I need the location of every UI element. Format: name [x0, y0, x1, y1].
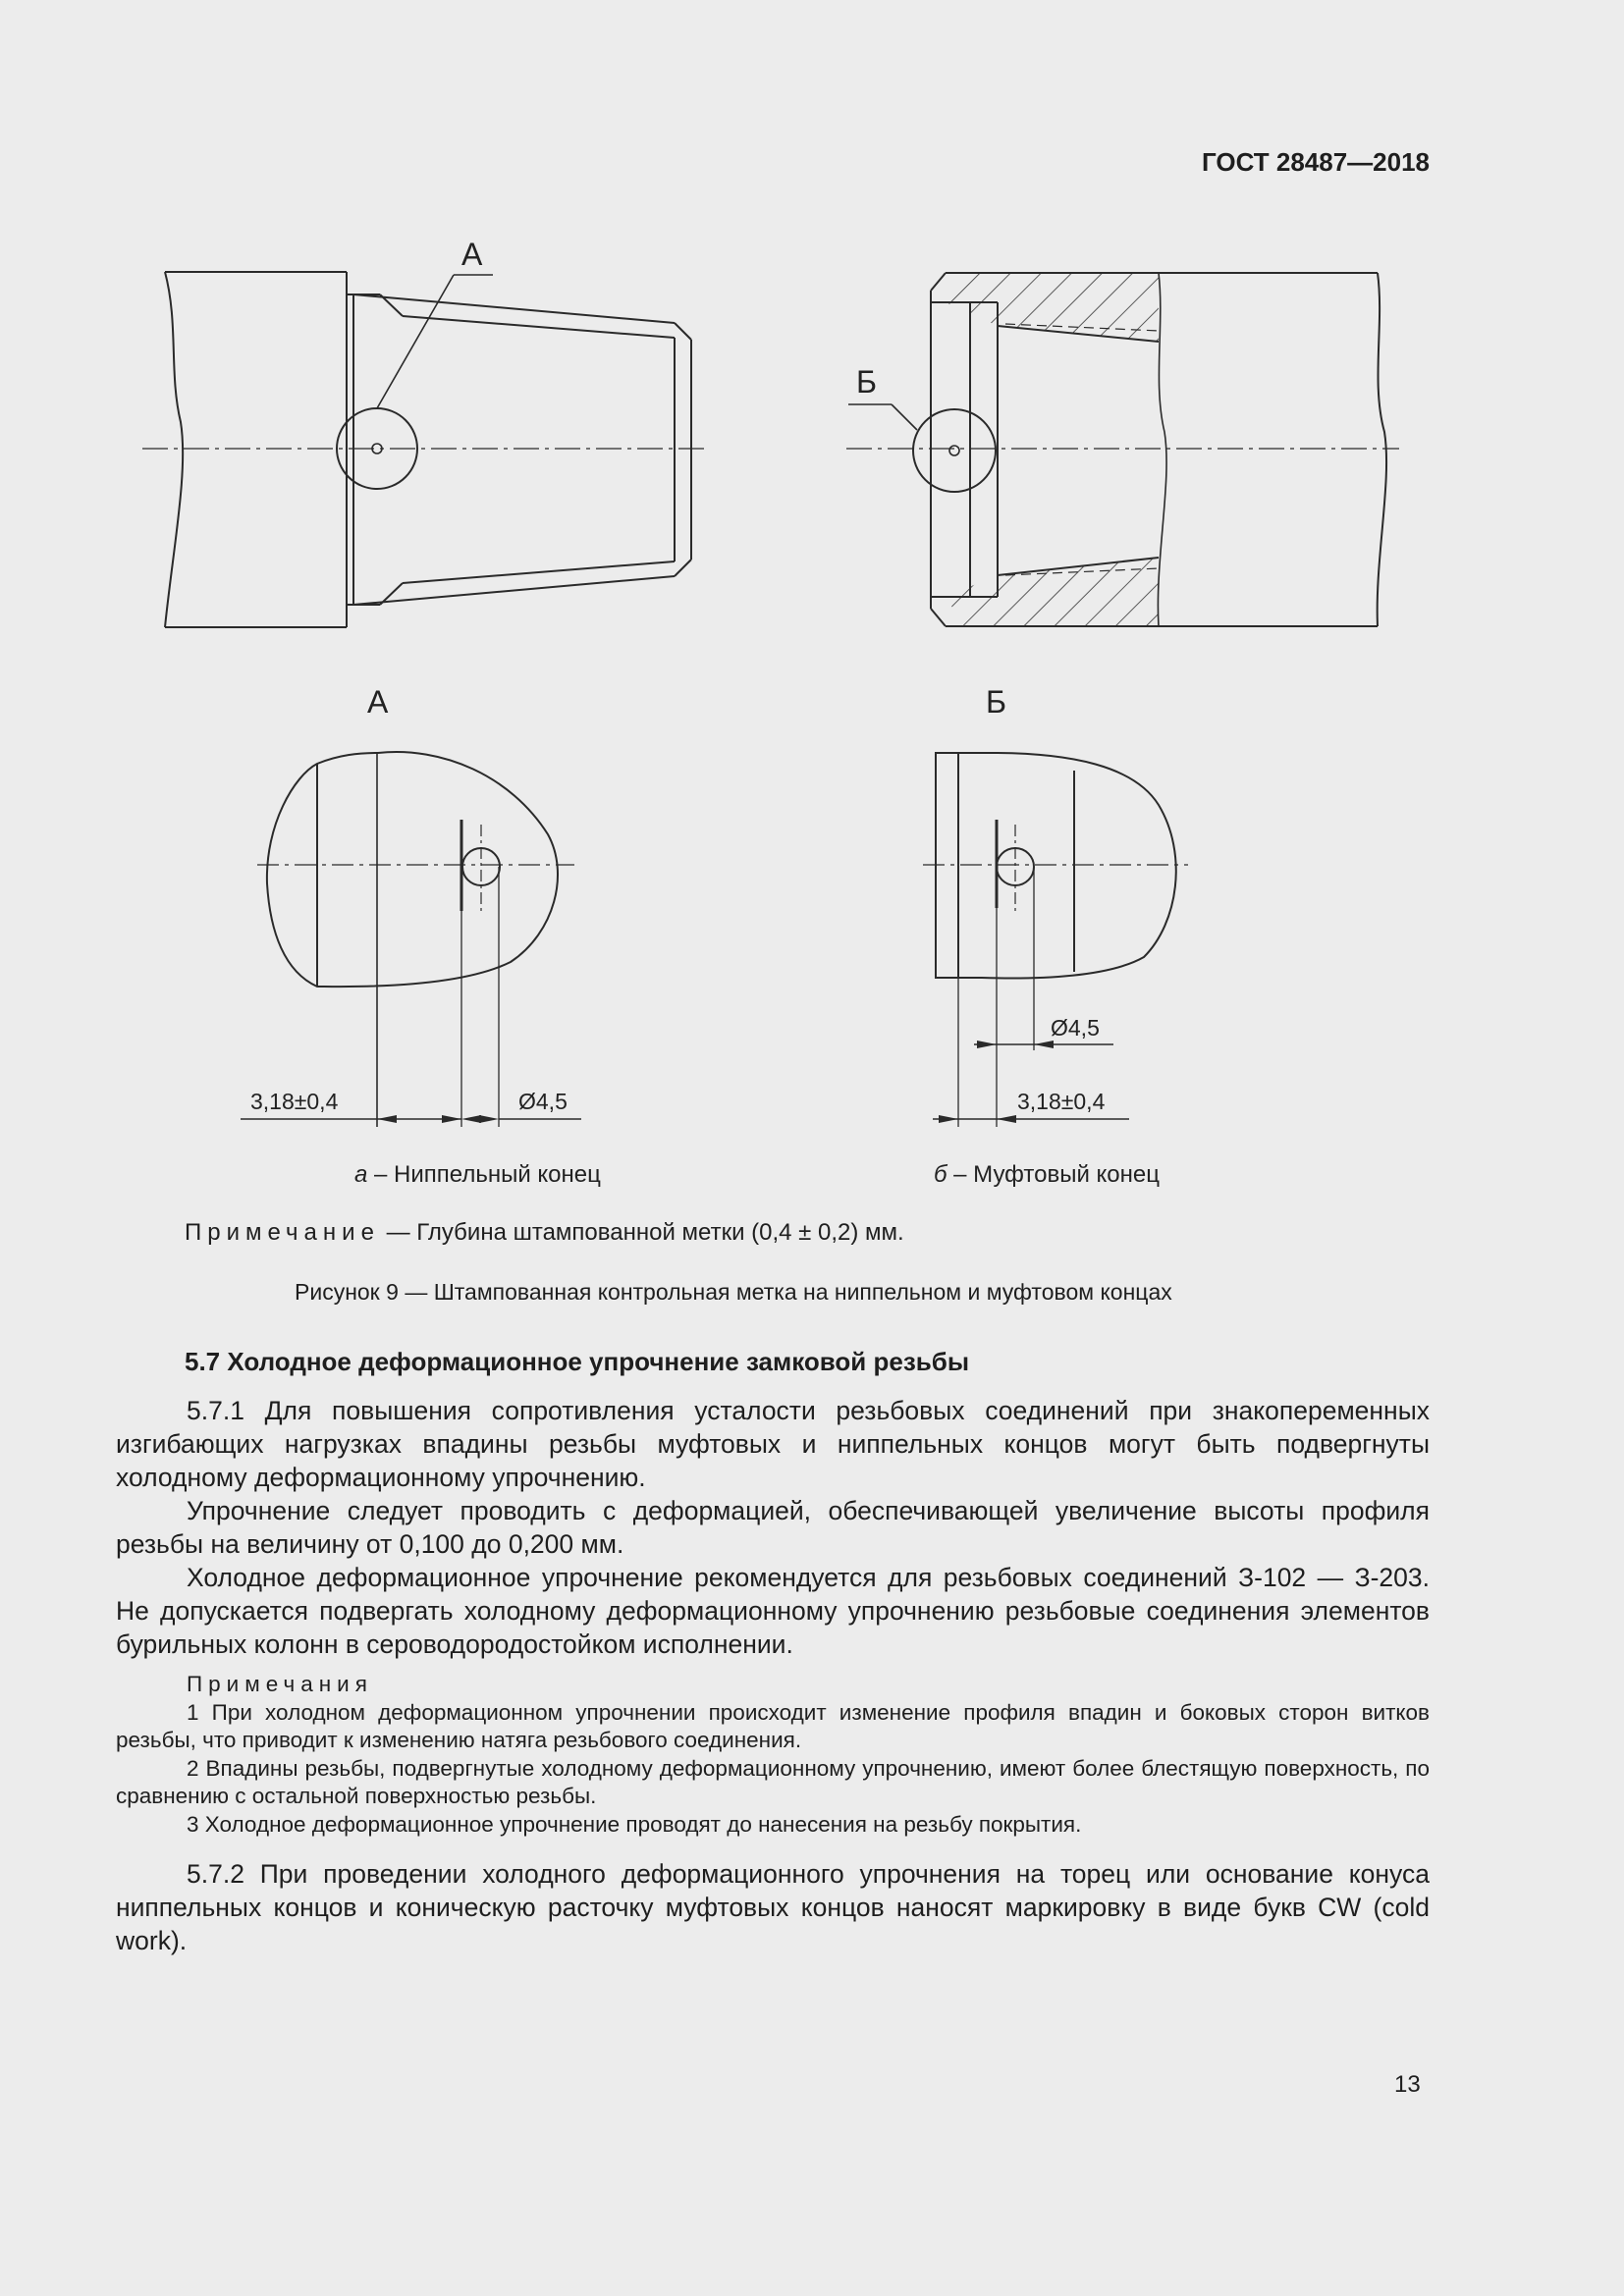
page-number: 13: [1394, 2071, 1421, 2098]
figure-title: Рисунок 9 — Штампованная контрольная метка на ниппельном и муфтовом концах: [295, 1279, 1172, 1305]
detail-b-diameter-dimension: Ø4,5: [1051, 1015, 1100, 1041]
figure-note-text: — Глубина штампованной метки (0,4 ± 0,2) мм.: [379, 1219, 904, 1246]
callout-b-label: Б: [856, 364, 877, 400]
detail-b-offset-dimension: 3,18±0,4: [1017, 1089, 1106, 1114]
box-end-drawing: [848, 273, 1386, 626]
section-body-1: [116, 1394, 1430, 1661]
section-heading: 5.7 Холодное деформационное упрочнение замковой резьбы: [185, 1347, 970, 1376]
note-1: 1 При холодном деформационном упрочнении происходит изменение профиля впадин и боковых сторон витков резьбы, что приводит к изменению натяга резьбового соединения.: [116, 1699, 1430, 1752]
detail-a-offset-dimension: 3,18±0,4: [250, 1089, 339, 1114]
callout-a-label: А: [461, 237, 483, 272]
section-body-2: [116, 1857, 1430, 1957]
paragraph-5-7-1: 5.7.1 Для повышения сопротивления усталости резьбовых соединений при знакопеременных изгибающих нагрузках впадины резьбы муфтовых и ниппельных концов могут быть подвергнуты холодному деформационному упрочнению.: [116, 1396, 1430, 1492]
caption-a: а – Ниппельный конец: [354, 1161, 601, 1188]
detail-a-diameter-dimension: Ø4,5: [518, 1089, 568, 1114]
standard-header: ГОСТ 28487—2018: [1202, 147, 1430, 177]
paragraph-hardening-depth: Упрочнение следует проводить с деформацией, обеспечивающей увеличение высоты профиля резьбы на величину от 0,100 до 0,200 мм.: [116, 1496, 1430, 1559]
figure-note-label: Примечание: [185, 1219, 380, 1246]
paragraph-5-7-2: 5.7.2 При проведении холодного деформационного упрочнения на торец или основание конуса ниппельных концов и коническую расточку муфтовых концов наносят маркировку в виде букв CW (cold work).: [116, 1859, 1430, 1955]
detail-a-title: А: [367, 684, 389, 720]
section-notes: [116, 1671, 1430, 1839]
paragraph-recommendation: Холодное деформационное упрочнение рекомендуется для резьбовых соединений З-102 — З-203. Не допускается подвергать холодному деформационному упрочнению резьбовые соединения элементов бурильных колонн в сероводородостойком исполнении.: [116, 1563, 1430, 1659]
detail-b-title: Б: [986, 684, 1006, 720]
detail-b-drawing: [923, 753, 1188, 1127]
note-3: 3 Холодное деформационное упрочнение проводят до нанесения на резьбу покрытия.: [187, 1811, 1082, 1837]
figure-note: [185, 1219, 904, 1247]
nipple-end-drawing: [165, 272, 691, 627]
note-2: 2 Впадины резьбы, подвергнутые холодному деформационному упрочнению, имеют более блестящую поверхность, по сравнению с остальной поверхностью резьбы.: [116, 1755, 1430, 1808]
detail-a-drawing: [241, 752, 581, 1127]
caption-b: б – Муфтовый конец: [934, 1161, 1161, 1188]
notes-label: Примечания: [187, 1672, 373, 1696]
